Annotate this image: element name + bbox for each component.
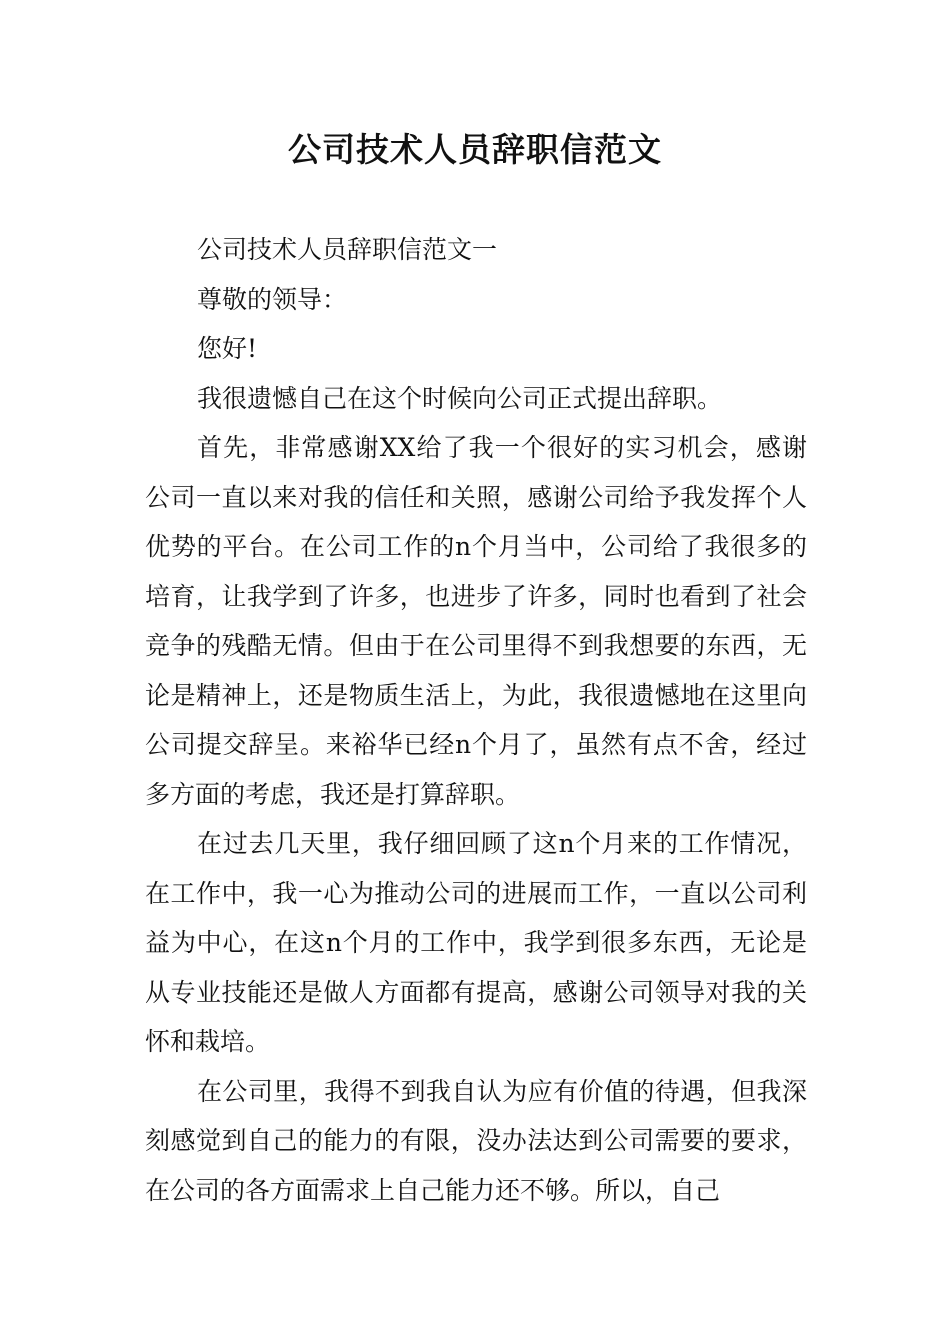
paragraph: 首先，非常感谢XX给了我一个很好的实习机会，感谢公司一直以来对我的信任和关照，感谢公司给予我发挥个人优势的平台。在公司工作的n个月当中，公司给了我很多的培育，让我学到了许多，也进步了许多，同时也看到了社会竞争的残酷无情。但由于在公司里得不到我想要的东西，无论是精神上，还是物质生活上，为此，我很遗憾地在这里向公司提交辞呈。来裕华已经n个月了，虽然有点不舍，经过多方面的考虑，我还是打算辞职。 bbox=[145, 433, 807, 809]
document-body bbox=[145, 225, 807, 1215]
subtitle-line: 公司技术人员辞职信范文一 bbox=[197, 235, 498, 264]
paragraph: 我很遗憾自己在这个时候向公司正式提出辞职。 bbox=[197, 383, 723, 413]
salutation: 尊敬的领导： bbox=[197, 284, 348, 314]
paragraph: 在公司里，我得不到我自认为应有价值的待遇，但我深刻感觉到自己的能力的有限，没办法达到公司需要的要求，在公司的各方面需求上自己能力还不够。所以，自己 bbox=[145, 1076, 807, 1205]
paragraph: 在过去几天里，我仔细回顾了这n个月来的工作情况，在工作中，我一心为推动公司的进展而工作，一直以公司利益为中心，在这n个月的工作中，我学到很多东西，无论是从专业技能还是做人方面都有提高，感谢公司领导对我的关怀和栽培。 bbox=[145, 829, 807, 1056]
document-title: 公司技术人员辞职信范文 bbox=[288, 130, 662, 169]
greeting: 您好! bbox=[197, 334, 258, 363]
